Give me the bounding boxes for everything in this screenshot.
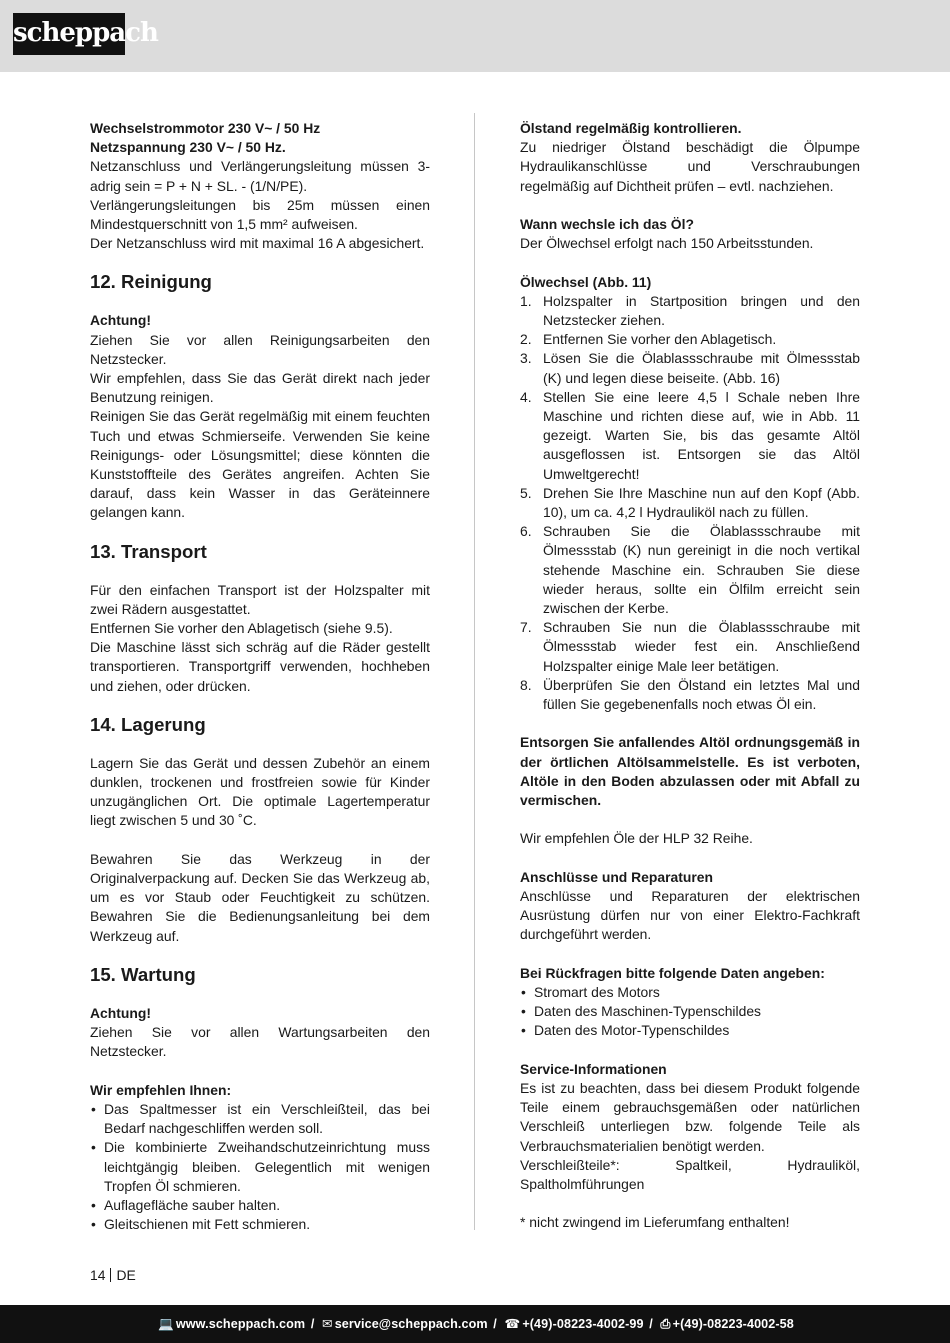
service-heading: Service-Informationen [520, 1060, 667, 1077]
list-item: • Gleitschienen mit Fett schmieren. [91, 1216, 311, 1233]
oil-change-heading: Ölwechsel (Abb. 11) [520, 273, 652, 290]
disposal-warning: Entsorgen Sie anfallendes Altöl ordnungsgemäß in der örtlichen Altölsammelstelle. Es ist verboten, Altöle in den Boden abzulassen oder mit Abfall zu vermischen. [520, 734, 860, 809]
header-bar [0, 0, 950, 72]
step-item: 5. Drehen Sie Ihre Maschine nun auf den Kopf (Abb. 10), um ca. 4,2 l Hydrauliköl nach zu füllen. [520, 484, 860, 521]
paragraph: Netzanschluss und Verlängerungsleitung müssen 3-adrig sein = P + N + SL. - (1/N/PE). [90, 158, 430, 194]
list-item: • Das Spaltmesser ist ein Verschleißteil, das bei Bedarf nachgeschliffen werden soll. [91, 1100, 430, 1137]
list-item: • Auflagefläche sauber halten. [91, 1196, 281, 1213]
warning-label: Achtung! [90, 1004, 151, 1021]
email-link[interactable]: service@scheppach.com [334, 1317, 488, 1331]
list-item: • Daten des Motor-Typenschildes [521, 1022, 730, 1039]
oil-check-heading: Ölstand regelmäßig kontrollieren. [520, 120, 742, 136]
page-number: 14 DE [90, 1267, 136, 1283]
paragraph: Die Maschine lässt sich schräg auf die Räder gestellt transportieren. Transportgriff verwenden, hochheben und ziehen, oder drücken. [90, 639, 430, 694]
paragraph: Ziehen Sie vor allen Wartungsarbeiten den Netzstecker. [90, 1024, 430, 1060]
motor-spec: Wechselstrommotor 230 V~ / 50 Hz [90, 120, 321, 136]
connections-heading: Anschlüsse und Reparaturen [520, 868, 713, 885]
paragraph: Anschlüsse und Reparaturen der elektrischen Ausrüstung dürfen nur von einer Elektro-Fachkraft durchgeführt werden. [520, 888, 860, 943]
step-item: 7. Schrauben Sie nun die Ölablassschraube mit Ölmessstab wieder fest ein. Anschließend Holzspalter einige Male leer betätigen. [520, 619, 860, 674]
inquiries-list [520, 983, 860, 1041]
section-heading-lagerung: 14. Lagerung [90, 713, 206, 735]
paragraph: Für den einfachen Transport ist der Holzspalter mit zwei Rädern ausgestattet. [90, 581, 430, 617]
list-item: • Stromart des Motors [521, 984, 660, 1001]
footer-bar: 💻 www.scheppach.com / ✉ service@scheppach.com / ☎ +(49)-08223-4002-99 / ⎙ +(49)-08223-4002-58 [0, 1305, 950, 1343]
paragraph: Wir empfehlen, dass Sie das Gerät direkt nach jeder Benutzung reinigen. [90, 370, 430, 406]
paragraph: Lagern Sie das Gerät und dessen Zubehör an einem dunklen, trockenen und frostfreien sowie für Kinder unzugänglichen Ort. Die optimale Lagertemperatur liegt zwischen 5 und 30 ˚C. [90, 754, 430, 829]
footnote: * nicht zwingend im Lieferumfang enthalten! [520, 1214, 790, 1231]
oil-when-heading: Wann wechsle ich das Öl? [520, 216, 694, 232]
paragraph: Der Ölwechsel erfolgt nach 150 Arbeitsstunden. [520, 235, 814, 252]
fax-icon: ⎙ [660, 1317, 671, 1331]
oil-change-steps [520, 292, 860, 714]
paragraph: Entfernen Sie vorher den Ablagetisch (siehe 9.5). [90, 620, 393, 637]
warning-label: Achtung! [90, 312, 151, 329]
phone-number: +(49)-08223-4002-99 [522, 1317, 644, 1331]
column-divider [474, 113, 475, 1230]
step-item: 4. Stellen Sie eine leere 4,5 l Schale neben Ihre Maschine und richten diese auf, wie in Abb. 11 gezeigt. Warten Sie, bis das gesamte Altöl ausgeflossen ist. Entsorgen sie das Altöl Umweltgerecht! [520, 388, 860, 482]
step-item: 8. Überprüfen Sie den Ölstand ein letztes Mal und füllen Sie gegebenenfalls noch etwas Öl ein. [520, 676, 860, 713]
mail-icon: ✉ [322, 1317, 333, 1331]
step-item: 6. Schrauben Sie die Ölablassschraube mit Ölmessstab (K) nun gereinigt in die noch vertikal stehende Maschine ein. Schrauben Sie diese wieder heraus, sollte ein Ölfilm erreicht sein zwischen der Kerbe. [520, 523, 860, 617]
section-heading-wartung: 15. Wartung [90, 963, 196, 985]
computer-icon: 💻 [158, 1317, 174, 1331]
right-column [520, 119, 860, 1233]
maintenance-list [90, 1100, 430, 1234]
list-item: • Daten des Maschinen-Typenschildes [521, 1003, 762, 1020]
paragraph: Verschleißteile*: Spaltkeil, Hydrauliköl, Spaltholmführungen [520, 1156, 860, 1193]
paragraph: Bewahren Sie das Werkzeug in der Originalverpackung auf. Decken Sie das Werkzeug ab, um es vor Staub oder Feuchtigkeit zu schützen. Bewahren Sie die Bedienungsanleitung bei dem Werkzeug auf. [90, 850, 430, 944]
paragraph: Reinigen Sie das Gerät regelmäßig mit einem feuchten Tuch und etwas Schmierseife. Verwenden Sie keine Reinigungs- oder Lösungsmittel; diese könnten die Kunststoffteile des Gerätes angreifen. Achten Sie darauf, dass kein Wasser in das Geräteinnere gelangen kann. [90, 408, 430, 521]
paragraph: Ziehen Sie vor allen Reinigungsarbeiten den Netzstecker. [90, 331, 430, 367]
scheppach-logo: scheppach [13, 13, 125, 55]
voltage-spec: Netzspannung 230 V~ / 50 Hz. [90, 139, 286, 156]
oil-recommendation: Wir empfehlen Öle der HLP 32 Reihe. [520, 830, 753, 847]
website-link[interactable]: www.scheppach.com [175, 1317, 306, 1331]
step-item: 2. Entfernen Sie vorher den Ablagetisch. [520, 331, 777, 348]
paragraph: Der Netzanschluss wird mit maximal 16 A abgesichert. [90, 235, 425, 252]
list-item: • Die kombinierte Zweihandschutzeinrichtung muss leichtgängig bleiben. Gelegentlich mit wenigen Tropfen Öl schmieren. [91, 1139, 430, 1194]
section-heading-reinigung: 12. Reinigung [90, 271, 212, 293]
recommendation-heading: Wir empfehlen Ihnen: [90, 1081, 232, 1098]
paragraph: Zu niedriger Ölstand beschädigt die Ölpumpe Hydraulikanschlüsse und Verschraubungen regelmäßig auf Dichtheit prüfen – evtl. nachziehen. [520, 139, 860, 194]
section-heading-transport: 13. Transport [90, 540, 207, 562]
inquiries-heading: Bei Rückfragen bitte folgende Daten angeben: [520, 964, 825, 981]
phone-icon: ☎ [504, 1317, 521, 1331]
left-column [90, 119, 430, 1234]
step-item: 3. Lösen Sie die Ölablassschraube mit Ölmessstab (K) und legen diese beiseite. (Abb. 16) [520, 350, 860, 386]
paragraph: Verlängerungsleitungen bis 25m müssen einen Mindestquerschnitt von 1,5 mm² aufweisen. [90, 196, 430, 233]
paragraph: Es ist zu beachten, dass bei diesem Produkt folgende Teile einem gebrauchsgemäßen oder natürlichen Verschleiß unterliegen bzw. folgende Teile als Verbrauchsmaterialien benötigt werden. [520, 1080, 860, 1154]
step-item: 1. Holzspalter in Startposition bringen und den Netzstecker ziehen. [520, 292, 860, 328]
fax-number: +(49)-08223-4002-58 [672, 1317, 794, 1331]
